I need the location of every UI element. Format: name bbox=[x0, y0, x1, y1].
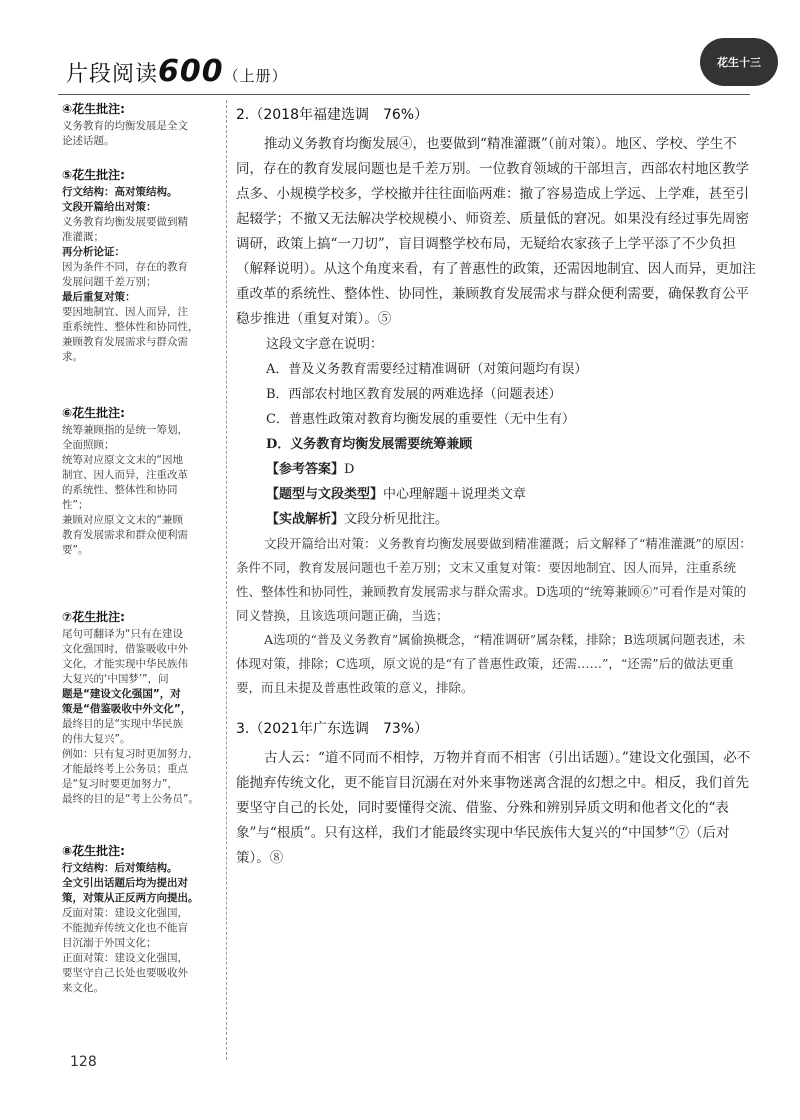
option-b: B．西部农村地区教育发展的两难选择（问题表述） bbox=[266, 387, 562, 402]
option-a: A．普及义务教育需要经过精准调研（对策问题均有误） bbox=[266, 362, 588, 377]
note-5: ⑤花生批注: 行文结构：高对策结构。 文段开篇给出对策： 义务教育均衡发展要做到精 准灌溉； 再分析论证： 因为条件不同，存在的教育 发展问题千差万别； 最后重复对策： 要因地制宜、因人而异，注 重系统性、整体性和协同性， 兼顾教育发展需求与群众需 求。 bbox=[62, 168, 199, 363]
question-type: 【题型与文段类型】中心理解题＋说理类文章 bbox=[266, 487, 527, 502]
page-header bbox=[58, 44, 778, 89]
question-2-passage: 推动义务教育均衡发展④，也要做到“精准灌溉”（前对策）。地区、学校、学生不同，存在的教育发展问题也是千差万别。一位教育领域的干部坦言，西部农村地区教学点多、小规模学校多，学校撤并往往面临两难：撤了容易造成上学远、上学难，甚至引起辍学；不撤又无法解决学校规模小、师资差、质量低的窘况。如果没有经过事先周密调研，政策上搞“一刀切”，盲目调整学校布局，无疑给农家孩子上学平添了不少负担（解释说明）。从这个角度来看，有了普惠性的政策，还需因地制宜、因人而异，更加注重改革的系统性、整体性、协同性，兼顾教育发展需求与群众便利需要，确保教育公平稳步推进（重复对策）。⑤ bbox=[236, 136, 756, 327]
note-8: ⑧花生批注: 行文结构：后对策结构。 全文引出话题后均为提出对 策，对策从正反两方向提出。 反面对策：建设文化强国， 不能抛弃传统文化也不能盲 目沉溺于外国文化； 正面对策：建设文化强国， 要坚守自己长处也要吸收外 来文化。 bbox=[62, 844, 199, 994]
explanation-2: A选项的“普及义务教育”属偷换概念，“精准调研”属杂糅，排除；B选项属问题表述，未体现对策，排除；C选项，原文说的是“有了普惠性政策，还需……”，“还需”后的做法更重要，而且未提及普惠性政策的意义，排除。 bbox=[236, 632, 746, 695]
note-4: ④花生批注: 义务教育的均衡发展是全文 论述话题。 bbox=[62, 102, 188, 147]
question-3-heading: 3.（2021年广东选调 73%） bbox=[236, 721, 429, 737]
header-divider bbox=[58, 94, 750, 95]
question-3-passage: 古人云：“道不同而不相悖，万物并育而不相害（引出话题）。”建设文化强国，必不能抛弃传统文化，更不能盲目沉溺在对外来事物迷离含混的幻想之中。相反，我们首先要坚守自己的长处，同时要懂得交流、借鉴、分殊和辨别异质文明和他者文化的“表象”与“根质”。只有这样，我们才能最终实现中华民族伟大复兴的“中国梦”⑦（后对策）。⑧ bbox=[236, 750, 751, 866]
main-content bbox=[236, 104, 756, 871]
question-2-stem: 这段文字意在说明： bbox=[266, 337, 384, 352]
book-title: 片段阅读600（上册） bbox=[66, 54, 288, 89]
column-divider bbox=[226, 100, 227, 1060]
option-c: C．普惠性政策对教育均衡发展的重要性（无中生有） bbox=[266, 412, 575, 427]
question-2-heading: 2.（2018年福建选调 76%） bbox=[236, 107, 429, 123]
reference-answer: 【参考答案】D bbox=[266, 462, 355, 477]
analysis-label: 【实战解析】文段分析见批注。 bbox=[266, 512, 449, 527]
note-7: ⑦花生批注: 尾句可翻译为“只有在建设 文化强国时，借鉴吸收中外 文化，才能实现中华民族伟 大复兴的‘中国梦’”，问 题是“建设文化强国”，对 策是“借鉴吸收中外文化”， 最终目的是“实现中华民族 的伟大复兴”。 例如：只有复习时更加努力， 才能最终考上公务员；重点 是“复习时要更加努力”， 最终的目的是“考上公务员”。 bbox=[62, 610, 199, 805]
option-d: D．义务教育均衡发展需要统筹兼顾 bbox=[266, 437, 473, 452]
brand-logo: 花生十三 bbox=[700, 38, 778, 86]
note-6: ⑥花生批注: 统筹兼顾指的是统一筹划， 全面照顾； 统筹对应原文文末的“因地 制宜、因人而异，注重改革 的系统性、整体性和协同 性”； 兼顾对应原文文末的“兼顾 教育发展需求和群众便利需 要”。 bbox=[62, 406, 188, 556]
explanation-1: 文段开篇给出对策：义务教育均衡发展要做到精准灌溉；后文解释了“精准灌溉”的原因：条件不同，教育发展问题也千差万别；文末又重复对策：要因地制宜、因人而异，注重系统性、整体性和协同性，兼顾教育发展需求与群众需求。D选项的“统筹兼顾⑥”可看作是对策的同义替换，且该选项问题正确，当选； bbox=[236, 536, 752, 623]
page-number: 128 bbox=[70, 1054, 97, 1070]
